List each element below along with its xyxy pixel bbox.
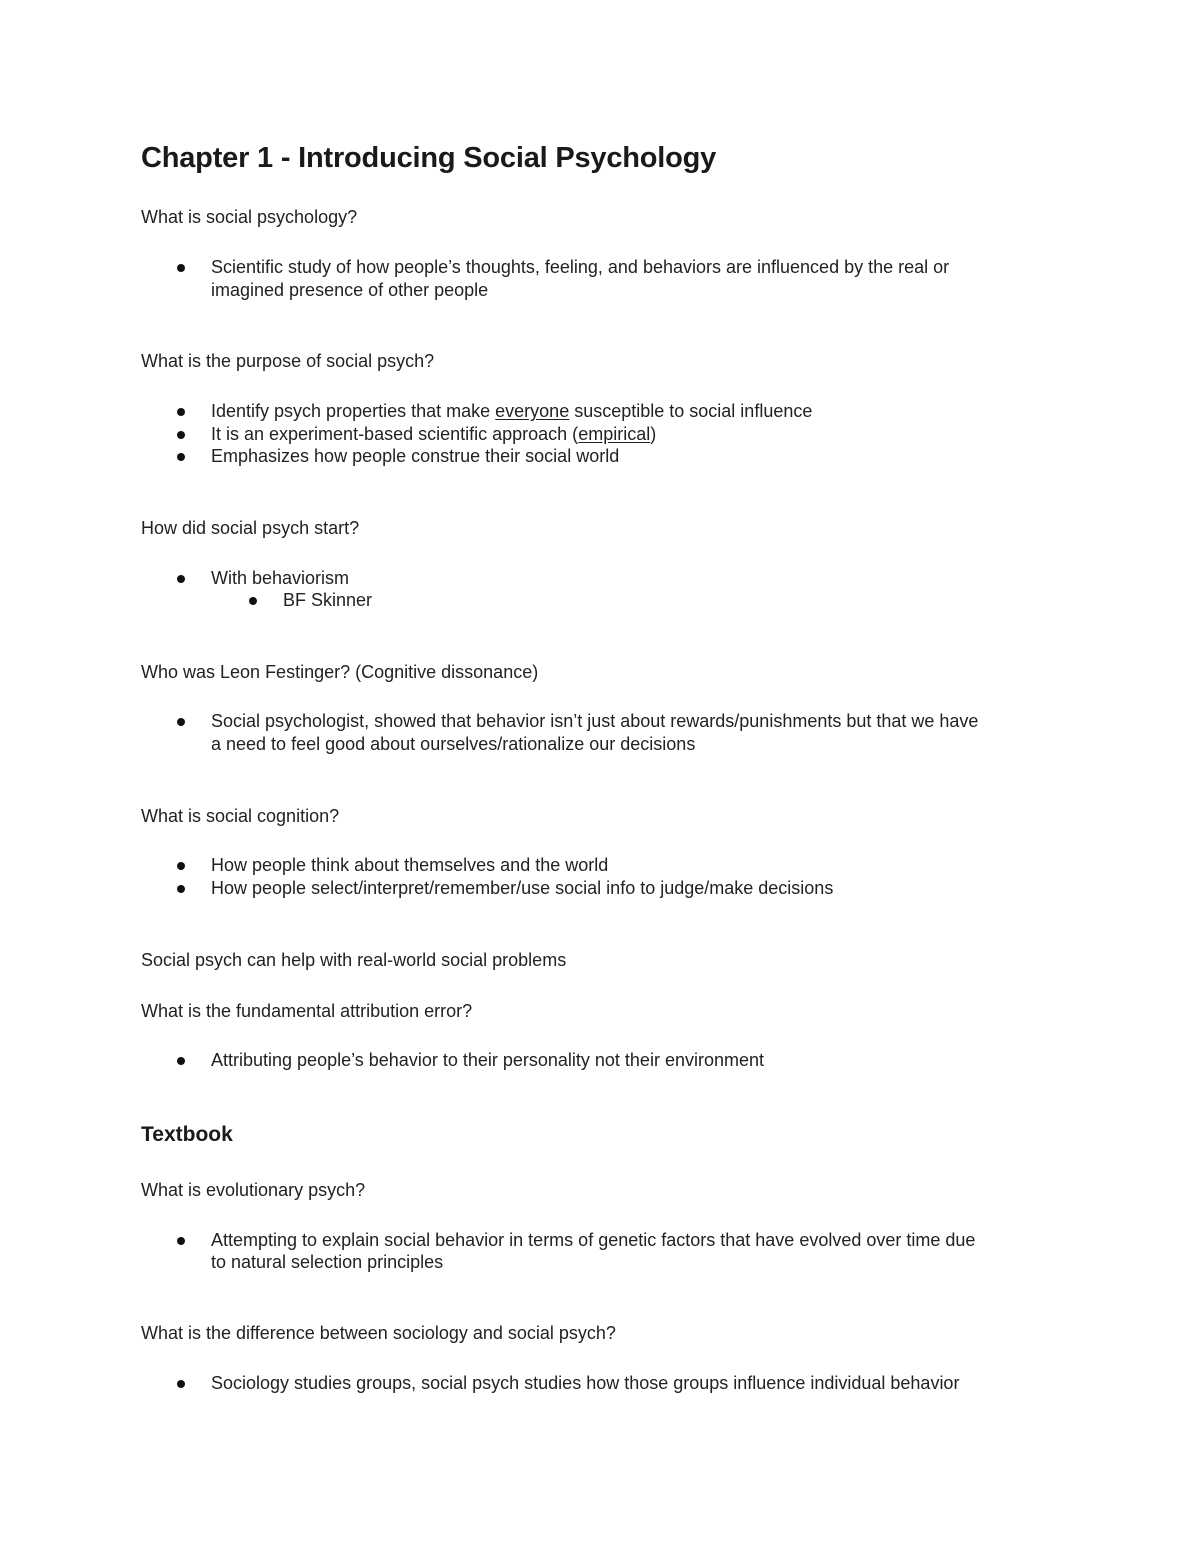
bullet-text <box>211 423 656 446</box>
bullet-text: How people think about themselves and the world <box>211 855 609 875</box>
question: What is the difference between sociology and social psych? <box>141 1323 616 1343</box>
bullet-text: Emphasizes how people construe their social world <box>211 446 620 466</box>
bullet-text-continued: a need to feel good about ourselves/rationalize our decisions <box>211 734 696 754</box>
bullet-text: Attributing people’s behavior to their personality not their environment <box>211 1050 764 1070</box>
question: What is the fundamental attribution error? <box>141 1001 473 1021</box>
page-title: Chapter 1 - Introducing Social Psychology <box>141 142 717 174</box>
bullet-text-continued: imagined presence of other people <box>211 280 489 300</box>
bullet-text-pre: It is an experiment-based scientific approach ( <box>211 424 579 444</box>
bullet-icon <box>177 1057 185 1065</box>
question: What is social cognition? <box>141 806 340 826</box>
bullet-text <box>211 400 812 423</box>
bullet-icon <box>177 431 185 439</box>
question: How did social psych start? <box>141 518 360 538</box>
bullet-text-post: susceptible to social influence <box>569 401 813 421</box>
underlined-term: everyone <box>495 401 570 421</box>
question: What is the purpose of social psych? <box>141 351 435 371</box>
bullet-icon <box>177 1380 185 1388</box>
bullet-text: How people select/interpret/remember/use social info to judge/make decisions <box>211 878 834 898</box>
bullet-icon <box>177 264 185 272</box>
bullet-icon <box>177 1237 185 1245</box>
question: Who was Leon Festinger? (Cognitive dissonance) <box>141 662 539 682</box>
bullet-icon <box>177 408 185 416</box>
sub-bullet-text: BF Skinner <box>283 590 373 610</box>
bullet-text: With behaviorism <box>211 568 350 588</box>
bullet-icon <box>177 453 185 461</box>
bullet-text-post: ) <box>650 424 657 444</box>
underlined-term: empirical <box>578 424 651 444</box>
bullet-text-pre: Identify psych properties that make <box>211 401 496 421</box>
statement: Social psych can help with real-world social problems <box>141 950 567 970</box>
sub-bullet-icon <box>249 597 257 605</box>
bullet-icon <box>177 575 185 583</box>
bullet-icon <box>177 885 185 893</box>
bullet-text: Sociology studies groups, social psych studies how those groups influence individual behavior <box>211 1373 960 1393</box>
bullet-text: Attempting to explain social behavior in terms of genetic factors that have evolved over time due <box>211 1230 976 1250</box>
question: What is evolutionary psych? <box>141 1180 366 1200</box>
bullet-text-continued: to natural selection principles <box>211 1252 444 1272</box>
bullet-icon <box>177 862 185 870</box>
bullet-text: Scientific study of how people’s thoughts, feeling, and behaviors are influenced by the real or <box>211 257 950 277</box>
section-heading: Textbook <box>141 1123 233 1146</box>
bullet-icon <box>177 718 185 726</box>
bullet-text: Social psychologist, showed that behavior isn’t just about rewards/punishments but that we have <box>211 711 979 731</box>
question: What is social psychology? <box>141 207 358 227</box>
